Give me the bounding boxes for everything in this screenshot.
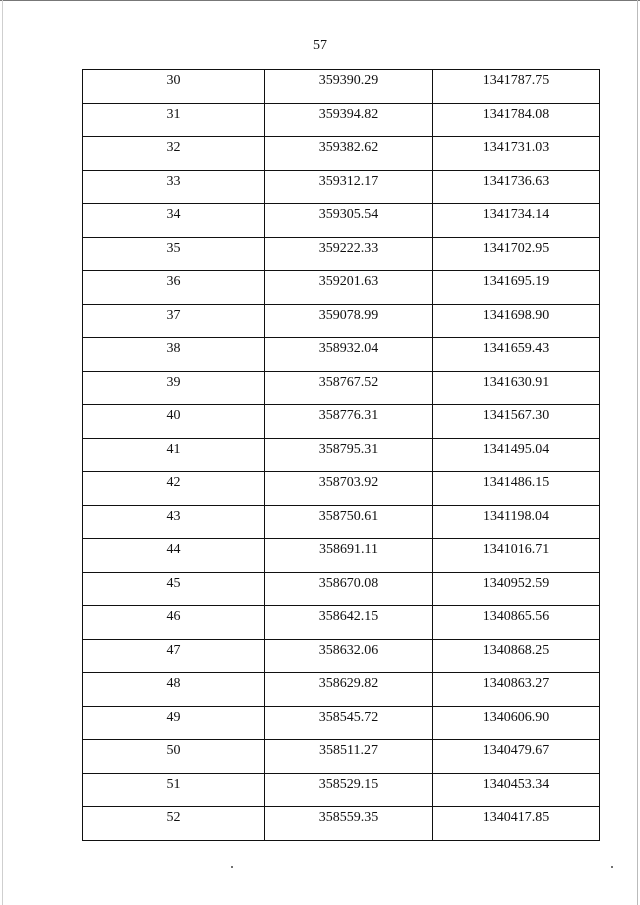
x-coordinate-cell: 358750.61 — [265, 505, 433, 539]
table-row — [83, 472, 600, 506]
y-coordinate-cell: 1341734.14 — [433, 204, 600, 238]
page-left-edge — [2, 0, 3, 905]
point-number-cell: 43 — [83, 505, 265, 539]
table-row — [83, 371, 600, 405]
x-coordinate-cell: 359390.29 — [265, 70, 433, 104]
y-coordinate-cell: 1340453.34 — [433, 773, 600, 807]
x-coordinate-cell: 359222.33 — [265, 237, 433, 271]
y-coordinate-cell: 1341698.90 — [433, 304, 600, 338]
table-row — [83, 539, 600, 573]
table-row — [83, 103, 600, 137]
page-top-edge — [0, 0, 640, 1]
y-coordinate-cell: 1341659.43 — [433, 338, 600, 372]
point-number-cell: 37 — [83, 304, 265, 338]
y-coordinate-cell: 1341630.91 — [433, 371, 600, 405]
table-row — [83, 740, 600, 774]
table-row — [83, 170, 600, 204]
table-row — [83, 673, 600, 707]
y-coordinate-cell: 1340952.59 — [433, 572, 600, 606]
y-coordinate-cell: 1341198.04 — [433, 505, 600, 539]
table-row — [83, 204, 600, 238]
table-row — [83, 438, 600, 472]
x-coordinate-cell: 358545.72 — [265, 706, 433, 740]
table-row — [83, 572, 600, 606]
point-number-cell: 47 — [83, 639, 265, 673]
point-number-cell: 30 — [83, 70, 265, 104]
table-row — [83, 237, 600, 271]
y-coordinate-cell: 1340865.56 — [433, 606, 600, 640]
point-number-cell: 50 — [83, 740, 265, 774]
x-coordinate-cell: 358932.04 — [265, 338, 433, 372]
point-number-cell: 36 — [83, 271, 265, 305]
x-coordinate-cell: 358776.31 — [265, 405, 433, 439]
x-coordinate-cell: 358795.31 — [265, 438, 433, 472]
point-number-cell: 45 — [83, 572, 265, 606]
table-row — [83, 137, 600, 171]
coordinate-table — [82, 69, 600, 841]
x-coordinate-cell: 359078.99 — [265, 304, 433, 338]
y-coordinate-cell: 1341016.71 — [433, 539, 600, 573]
x-coordinate-cell: 358670.08 — [265, 572, 433, 606]
table-row — [83, 807, 600, 841]
y-coordinate-cell: 1341567.30 — [433, 405, 600, 439]
table-row — [83, 70, 600, 104]
x-coordinate-cell: 359305.54 — [265, 204, 433, 238]
page-number: 57 — [313, 38, 327, 53]
y-coordinate-cell: 1340863.27 — [433, 673, 600, 707]
x-coordinate-cell: 359312.17 — [265, 170, 433, 204]
table-row — [83, 338, 600, 372]
scan-speck — [231, 866, 233, 868]
table-row — [83, 505, 600, 539]
x-coordinate-cell: 358642.15 — [265, 606, 433, 640]
x-coordinate-cell: 359201.63 — [265, 271, 433, 305]
point-number-cell: 49 — [83, 706, 265, 740]
point-number-cell: 44 — [83, 539, 265, 573]
y-coordinate-cell: 1341695.19 — [433, 271, 600, 305]
point-number-cell: 46 — [83, 606, 265, 640]
table-row — [83, 773, 600, 807]
point-number-cell: 51 — [83, 773, 265, 807]
table-row — [83, 304, 600, 338]
page-right-edge — [637, 0, 638, 905]
coordinate-table-body — [83, 70, 600, 841]
point-number-cell: 48 — [83, 673, 265, 707]
table-row — [83, 606, 600, 640]
x-coordinate-cell: 359382.62 — [265, 137, 433, 171]
x-coordinate-cell: 358559.35 — [265, 807, 433, 841]
y-coordinate-cell: 1341736.63 — [433, 170, 600, 204]
table-row — [83, 706, 600, 740]
y-coordinate-cell: 1341784.08 — [433, 103, 600, 137]
point-number-cell: 41 — [83, 438, 265, 472]
x-coordinate-cell: 358632.06 — [265, 639, 433, 673]
x-coordinate-cell: 358767.52 — [265, 371, 433, 405]
x-coordinate-cell: 358511.27 — [265, 740, 433, 774]
table-row — [83, 639, 600, 673]
table-row — [83, 405, 600, 439]
table-row — [83, 271, 600, 305]
point-number-cell: 33 — [83, 170, 265, 204]
point-number-cell: 31 — [83, 103, 265, 137]
scan-speck — [611, 866, 613, 868]
y-coordinate-cell: 1341731.03 — [433, 137, 600, 171]
x-coordinate-cell: 358629.82 — [265, 673, 433, 707]
x-coordinate-cell: 358703.92 — [265, 472, 433, 506]
point-number-cell: 40 — [83, 405, 265, 439]
y-coordinate-cell: 1341702.95 — [433, 237, 600, 271]
x-coordinate-cell: 358691.11 — [265, 539, 433, 573]
point-number-cell: 52 — [83, 807, 265, 841]
point-number-cell: 32 — [83, 137, 265, 171]
y-coordinate-cell: 1341486.15 — [433, 472, 600, 506]
point-number-cell: 39 — [83, 371, 265, 405]
point-number-cell: 38 — [83, 338, 265, 372]
point-number-cell: 35 — [83, 237, 265, 271]
x-coordinate-cell: 359394.82 — [265, 103, 433, 137]
y-coordinate-cell: 1340417.85 — [433, 807, 600, 841]
y-coordinate-cell: 1341787.75 — [433, 70, 600, 104]
y-coordinate-cell: 1340479.67 — [433, 740, 600, 774]
x-coordinate-cell: 358529.15 — [265, 773, 433, 807]
y-coordinate-cell: 1341495.04 — [433, 438, 600, 472]
y-coordinate-cell: 1340606.90 — [433, 706, 600, 740]
point-number-cell: 42 — [83, 472, 265, 506]
point-number-cell: 34 — [83, 204, 265, 238]
y-coordinate-cell: 1340868.25 — [433, 639, 600, 673]
